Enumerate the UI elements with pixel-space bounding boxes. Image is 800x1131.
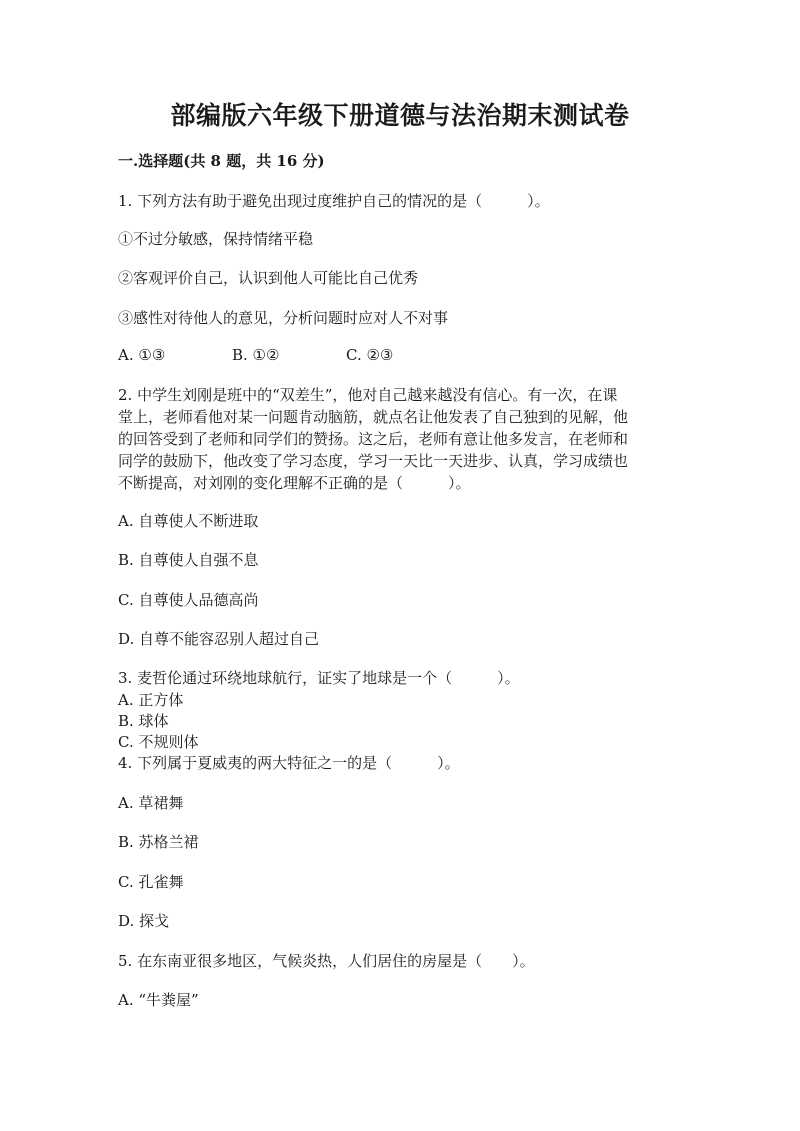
question-1-stem: 1. 下列方法有助于避免出现过度维护自己的情况的是（ ）。: [118, 192, 550, 210]
question-2-stem-line: 2. 中学生刘刚是班中的“双差生”，他对自己越来越没有信心。有一次，在课: [118, 386, 618, 404]
question-2-option-a: A. 自尊使人不断进取: [118, 512, 259, 530]
question-3-stem: 3. 麦哲伦通过环绕地球航行，证实了地球是一个（ ）。: [118, 669, 520, 687]
question-4-option-b: B. 苏格兰裙: [118, 833, 199, 851]
question-4-option-c: C. 孔雀舞: [118, 873, 184, 891]
question-5-stem: 5. 在东南亚很多地区，气候炎热，人们居住的房屋是（ ）。: [118, 952, 535, 970]
section-heading: 一.选择题(共 8 题，共 16 分): [118, 152, 325, 170]
question-2-stem-line: 同学的鼓励下，他改变了学习态度，学习一天比一天进步、认真，学习成绩也: [118, 452, 629, 470]
question-2-option-c: C. 自尊使人品德高尚: [118, 591, 259, 609]
question-1-option-b: B. ①②: [232, 346, 280, 364]
question-2-stem-line: 的回答受到了老师和同学们的赞扬。这之后，老师有意让他多发言，在老师和: [118, 430, 629, 448]
question-4-option-a: A. 草裙舞: [118, 794, 184, 812]
question-2-option-b: B. 自尊使人自强不息: [118, 551, 259, 569]
question-1-item-3: ③感性对待他人的意见，分析问题时应对人不对事: [118, 309, 449, 327]
question-1-item-1: ①不过分敏感，保持情绪平稳: [118, 230, 314, 248]
question-3-option-b: B. 球体: [118, 712, 169, 730]
question-4-stem: 4. 下列属于夏威夷的两大特征之一的是（ ）。: [118, 754, 460, 772]
question-1-option-c: C. ②③: [346, 346, 394, 364]
question-1-item-2: ②客观评价自己，认识到他人可能比自己优秀: [118, 269, 419, 287]
question-3-option-a: A. 正方体: [118, 691, 184, 709]
page-title: 部编版六年级下册道德与法治期末测试卷: [170, 101, 630, 130]
question-2-stem-line: 堂上，老师看他对某一问题肯动脑筋，就点名让他发表了自己独到的见解，他: [118, 408, 629, 426]
question-4-option-d: D. 探戈: [118, 912, 170, 930]
question-2-stem: [118, 384, 678, 494]
question-2-option-d: D. 自尊不能容忍别人超过自己: [118, 630, 320, 648]
question-5-option-a: A. “牛粪屋”: [118, 991, 199, 1009]
question-3-option-c: C. 不规则体: [118, 733, 199, 751]
question-2-stem-line: 不断提高，对刘刚的变化理解不正确的是（ ）。: [118, 474, 471, 492]
question-1-option-a: A. ①③: [118, 346, 166, 364]
